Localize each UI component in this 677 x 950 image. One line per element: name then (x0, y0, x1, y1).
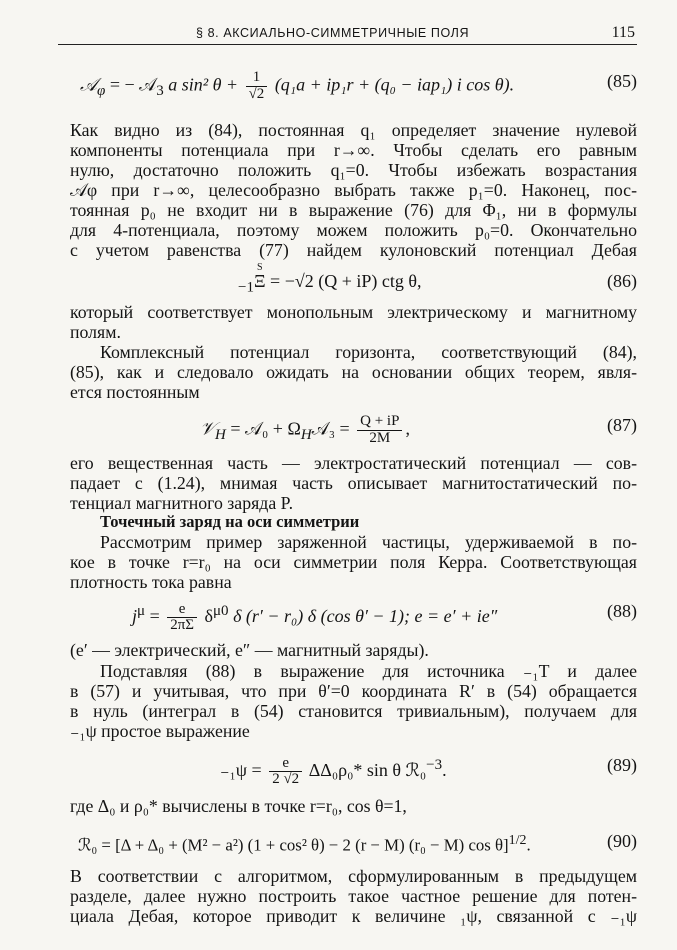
text-line: циала Дебая, которое приводит к величине ₁ψ, связанной с ₋₁ψ (70, 906, 637, 926)
section-title: § 8. АКСИАЛЬНО-СИММЕТРИЧНЫЕ ПОЛЯ (196, 26, 470, 40)
text-line: разделе, далее нужно построить такое частное решение для потен- (70, 886, 637, 906)
text-line: его вещественная часть — электростатический потенциал — сов- (70, 453, 637, 473)
text-line: плотность тока равна (70, 572, 232, 592)
text-line: в (57) и учитывая, что при θ′=0 координата R′ в (54) обращается (70, 681, 637, 701)
equation-number: (88) (607, 601, 637, 621)
text-line: Рассмотрим пример заряженной частицы, удерживаемой в по- (100, 532, 637, 552)
text-line: с учетом равенства (77) найдем кулоновский потенциал Дебая (70, 240, 637, 260)
text-line: ется постоянным (70, 382, 200, 402)
text-line: (e′ — электрический, e″ — магнитный заряды). (70, 640, 429, 660)
running-header (0, 22, 677, 48)
fraction: $\frac{e}{2 √2}$ (269, 756, 302, 789)
text-line: для 4-потенциала, поэтому можем положить p₀=0. Окончательно (70, 220, 637, 240)
equation-number: (85) (607, 71, 637, 91)
book-page: § 8. АКСИАЛЬНО-СИММЕТРИЧНЫЕ ПОЛЯ 115 𝒜$_\varphi$ = − 𝒜$_3$ a sin² θ + $\frac{1}{√2}$ (q₁a + ip₁r + (q₀ − iap₁) i cos θ). (85) Как видно из (84), постоянная q₁ определяет значение нулевой компоненты потенциала при r→∞. Чтобы сделать его равным нулю, достаточно положить q₁=0. Чтобы избежать возрастания 𝒜φ при r→∞, целесообразно выбрать также p₁=0. Наконец, пос- тоянная p₀ не входит ни в выражение (76) для Φ₁, ни в формулы для 4-потенциала, поэтому можем положить p₀=0. Окончательно с учетом равенства (77) найдем кулоновский потенциал Дебая $_{-1}$ S Ξ = −√2 (Q + iP) ctg θ, (86) который соответствует монопольным электрическому и магнитному полям. Комплексный потенциал горизонта, соответствующий (84), (85), как и следовало ожидать на основании общих теорем, явля- ется постоянным 𝒱$_H$ = 𝒜₀ + $\Omega_H𝒜_3$ = $\frac{Q + iP}{2M}$ , (87) его вещественная часть — электростатический потенциал — сов- падает с (1.24), мнимая часть описывает магнитостатический по- тенциал магнитного заряда P. Точечный заряд на оси симметрии Рассмотрим пример заряженной частицы, удерживаемой в по- кое в точке r=r₀ на оси симметрии поля Керра. Соответствующая плотность тока равна $j^\mu$ = $\frac{e}{2\pi\Sigma}$ $\delta^{\mu 0}$ δ (r′ − r₀) δ (cos θ′ − 1); e = e′ + ie″ (88) (e′ — электрический, e″ — магнитный заряды). Подставляя (88) в выражение для источника ₋₁T и далее в (57) и учитывая, что при θ′=0 координата R′ в (54) обращается в нуль (интеграл в (54) становится тривиальным), получаем для ₋₁ψ простое выражение ₋₁ψ = $\frac{e}{2 √2}$ ΔΔ₀ρ₀* sin θ ℛ₀$^{-3}$. (89) где Δ₀ и ρ₀* вычислены в точке r=r₀, cos θ=1, ℛ₀ = [Δ + Δ₀ + (M² − a²) (1 + cos² θ) − 2 (r − M) (r₀ − M) cos θ]$^{1/2}$. (90) В соответствии с алгоритмом, сформулированным в предыдущем разделе, далее нужно построить такое частное решение для потен- циала Дебая, которое приводит к величине ₁ψ, связанной с ₋₁ψ (0, 0, 677, 950)
text-line: ₋₁ψ простое выражение (70, 721, 250, 741)
text-line: компоненты потенциала при r→∞. Чтобы сделать его равным (70, 140, 637, 160)
text-line: Комплексный потенциал горизонта, соответствующий (84), (100, 342, 637, 362)
fraction: $\frac{1}{√2}$ (246, 70, 268, 103)
page-number: 115 (611, 24, 635, 41)
text-line: Как видно из (84), постоянная q₁ определяет значение нулевой (70, 120, 637, 140)
equation-number: (86) (607, 271, 637, 291)
text-line: который соответствует монопольным электрическому и магнитному (70, 302, 637, 322)
equation-number: (87) (607, 415, 637, 435)
text-line: где Δ₀ и ρ₀* вычислены в точке r=r₀, cos θ=1, (70, 796, 407, 816)
text-line: нулю, достаточно положить q₁=0. Чтобы избежать возрастания (70, 160, 637, 180)
text-line: кое в точке r=r₀ на оси симметрии поля Керра. Соответствующая (70, 552, 637, 572)
text-line: в нуль (интеграл в (54) становится тривиальным), получаем для (70, 701, 637, 721)
text-line: Подставляя (88) в выражение для источника ₋₁T и далее (100, 661, 637, 681)
text-line: падает с (1.24), мнимая часть описывает магнитостатический по- (70, 473, 637, 493)
text-line: 𝒜φ при r→∞, целесообразно выбрать также p₁=0. Наконец, пос- (70, 180, 637, 200)
equation-number: (89) (607, 755, 637, 775)
text-line: (85), как и следовало ожидать на основании общих теорем, явля- (70, 362, 637, 382)
text-line: В соответствии с алгоритмом, сформулированным в предыдущем (70, 866, 637, 886)
text-line: тенциал магнитного заряда P. (70, 493, 294, 513)
text-line: полям. (70, 322, 121, 342)
fraction: $\frac{e}{2\pi\Sigma}$ (167, 602, 197, 635)
text-line: тоянная p₀ не входит ни в выражение (76) для Φ₁, ни в формулы (70, 200, 637, 220)
fraction: $\frac{Q + iP}{2M}$ (357, 414, 402, 447)
header-rule (58, 44, 637, 45)
subheading: Точечный заряд на оси симметрии (100, 512, 360, 531)
equation-number: (90) (607, 831, 637, 851)
